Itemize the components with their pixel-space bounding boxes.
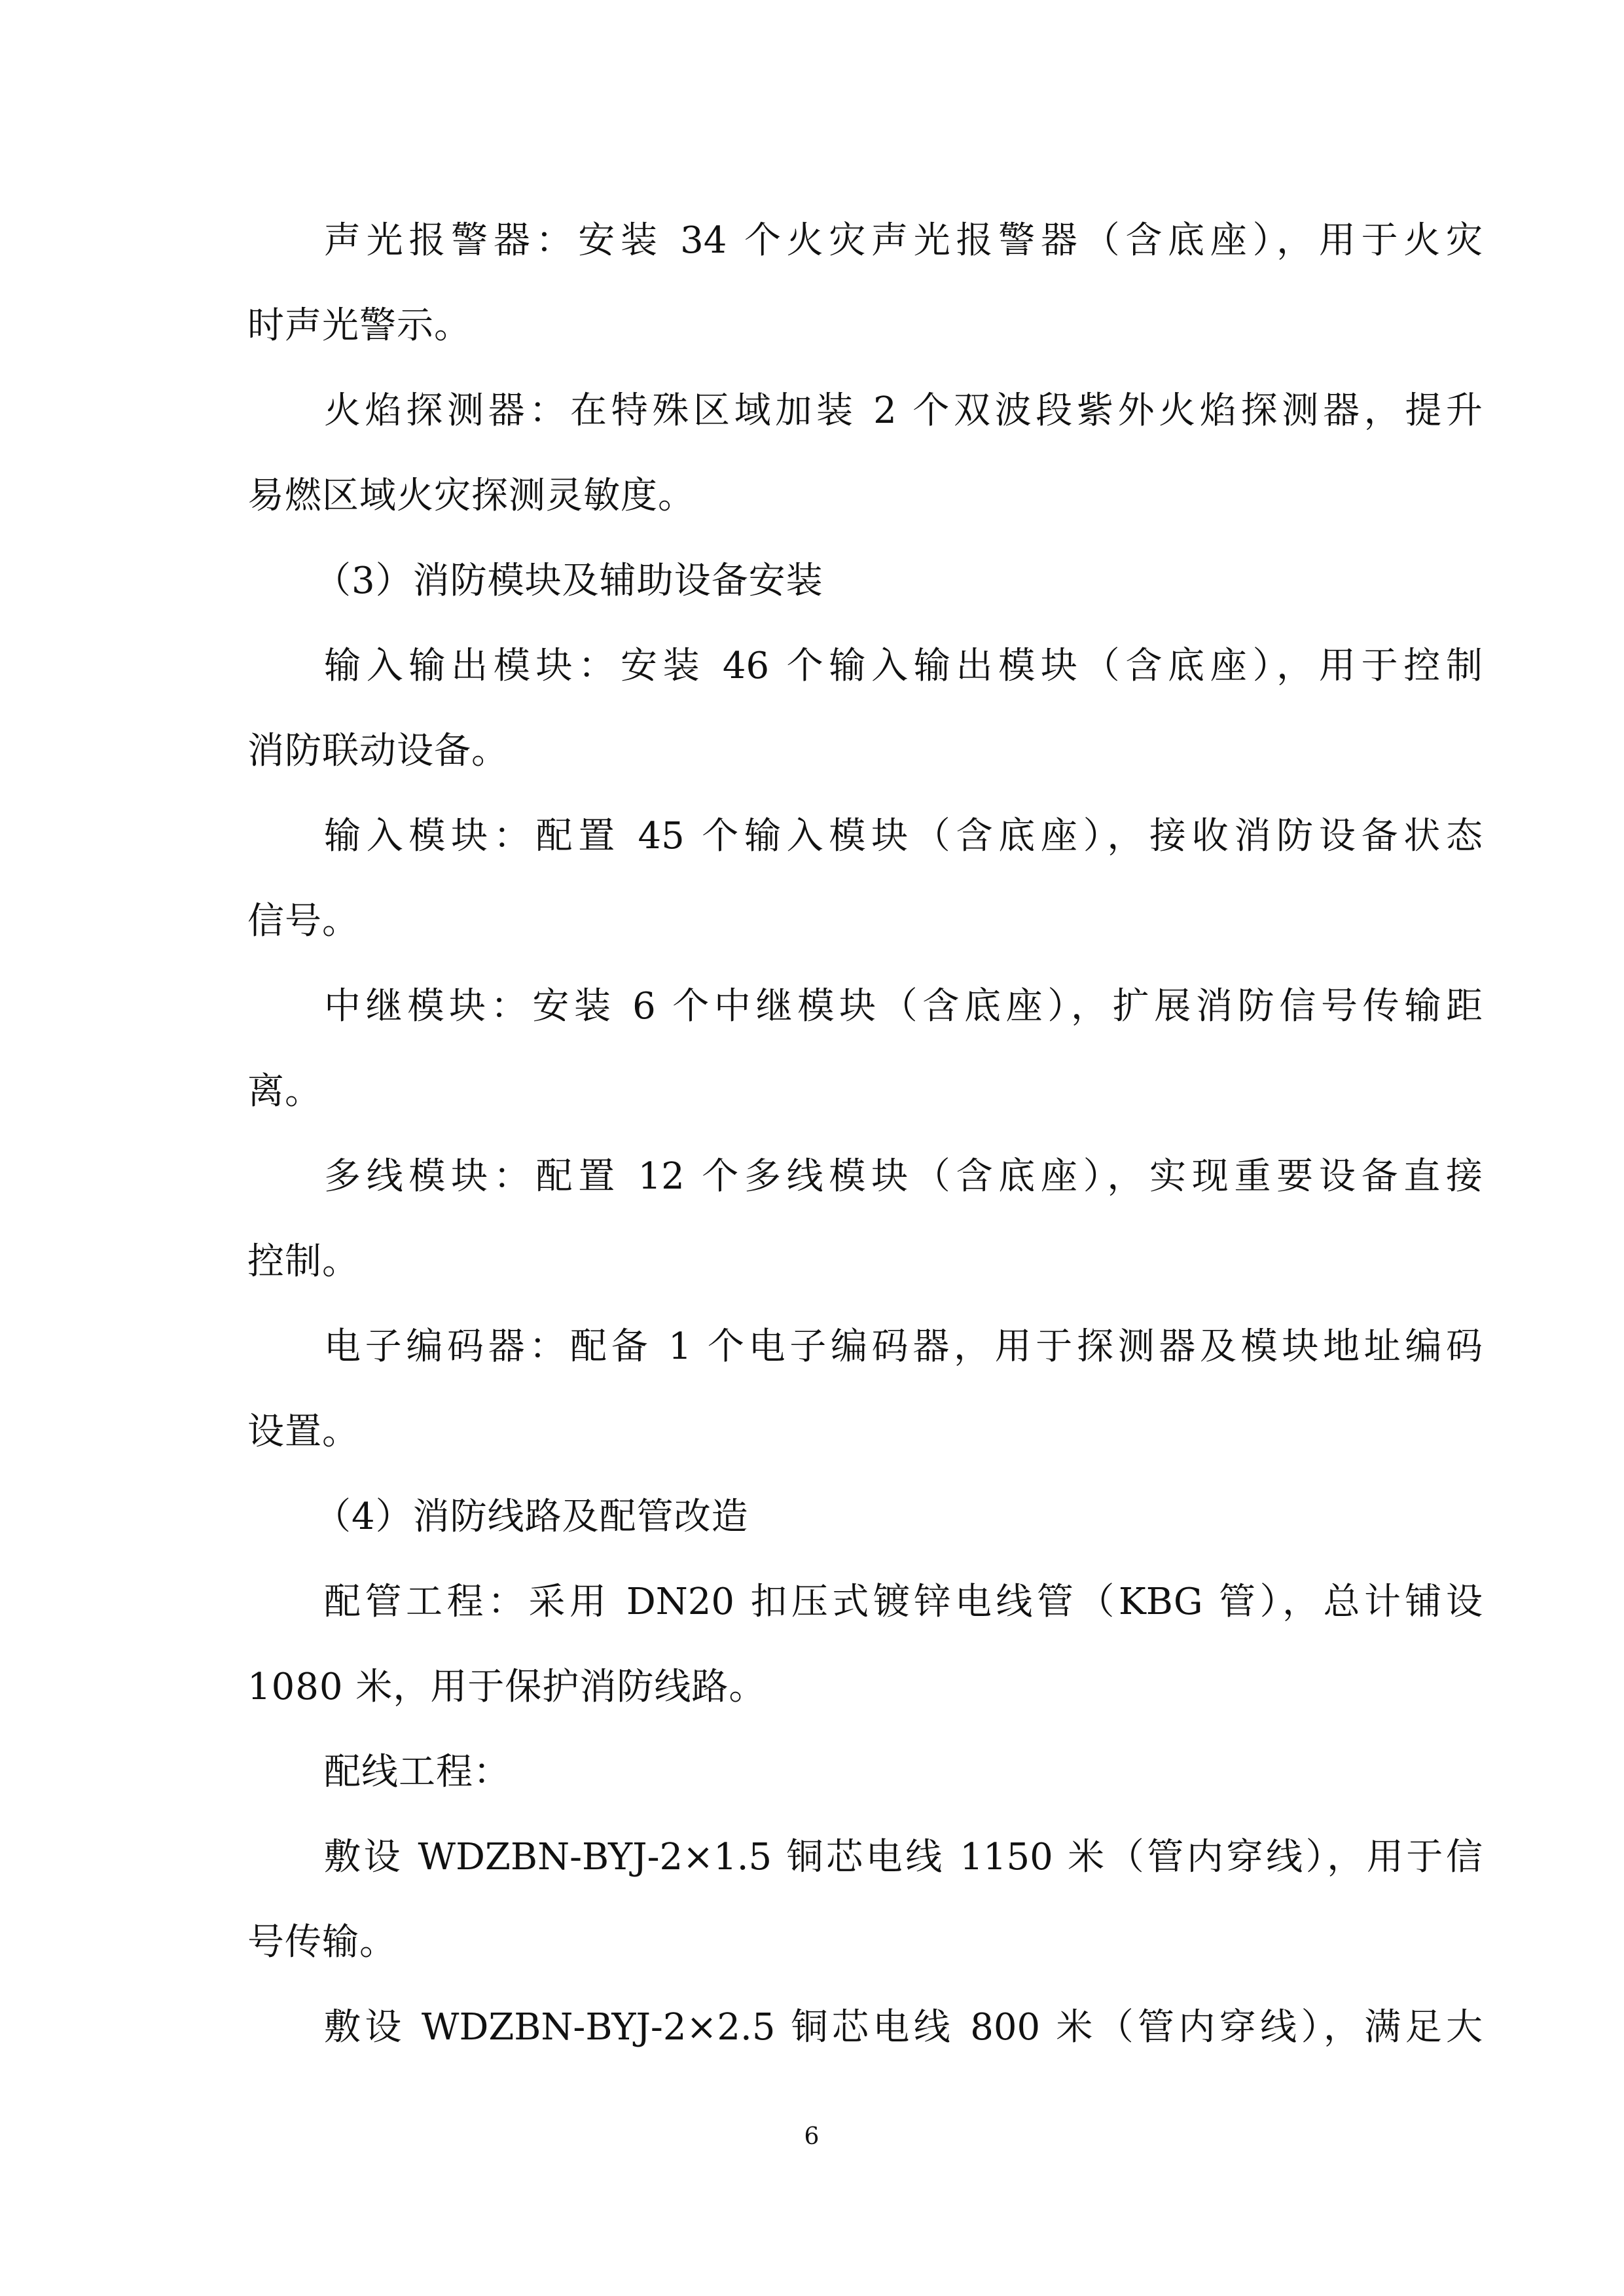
paragraph-wire-15-line-2: 号传输。 xyxy=(247,1921,397,1964)
paragraph-wire-25-line-1: 敷设 WDZBN-BYJ-2×2.5 铜芯电线 800 米（管内穿线），满足大 xyxy=(324,2006,1483,2049)
paragraph-alarm-line-2: 时声光警示。 xyxy=(247,304,471,347)
paragraph-input-module-line-1: 输入模块：配置 45 个输入模块（含底座），接收消防设备状态 xyxy=(324,815,1483,857)
paragraph-alarm-line-1: 声光报警器：安装 34 个火灾声光报警器（含底座），用于火灾 xyxy=(324,219,1483,262)
paragraph-io-module-line-1: 输入输出模块：安装 46 个输入输出模块（含底座），用于控制 xyxy=(324,645,1483,687)
paragraph-conduit-line-2: 1080 米，用于保护消防线路。 xyxy=(247,1666,767,1708)
page-number: 6 xyxy=(804,2123,820,2150)
paragraph-wiring-heading: 配线工程： xyxy=(324,1751,511,1793)
paragraph-multiline-module-line-2: 控制。 xyxy=(247,1240,359,1283)
paragraph-relay-module-line-2: 离。 xyxy=(247,1070,322,1113)
paragraph-wire-15-line-1: 敷设 WDZBN-BYJ-2×1.5 铜芯电线 1150 米（管内穿线），用于信 xyxy=(324,1836,1483,1878)
paragraph-relay-module-line-1: 中继模块：安装 6 个中继模块（含底座），扩展消防信号传输距 xyxy=(324,985,1483,1028)
paragraph-multiline-module-line-1: 多线模块：配置 12 个多线模块（含底座），实现重要设备直接 xyxy=(324,1155,1483,1198)
paragraph-io-module-line-2: 消防联动设备。 xyxy=(247,730,509,772)
section-heading-4: （4）消防线路及配管改造 xyxy=(314,1496,749,1538)
paragraph-encoder-line-1: 电子编码器：配备 1 个电子编码器，用于探测器及模块地址编码 xyxy=(324,1325,1483,1368)
section-heading-3: （3）消防模块及辅助设备安装 xyxy=(314,560,823,602)
paragraph-flame-line-1: 火焰探测器：在特殊区域加装 2 个双波段紫外火焰探测器，提升 xyxy=(324,389,1483,432)
paragraph-input-module-line-2: 信号。 xyxy=(247,900,359,942)
paragraph-conduit-line-1: 配管工程：采用 DN20 扣压式镀锌电线管（KBG 管），总计铺设 xyxy=(324,1581,1483,1623)
paragraph-encoder-line-2: 设置。 xyxy=(247,1410,359,1453)
paragraph-flame-line-2: 易燃区域火灾探测灵敏度。 xyxy=(247,475,695,517)
